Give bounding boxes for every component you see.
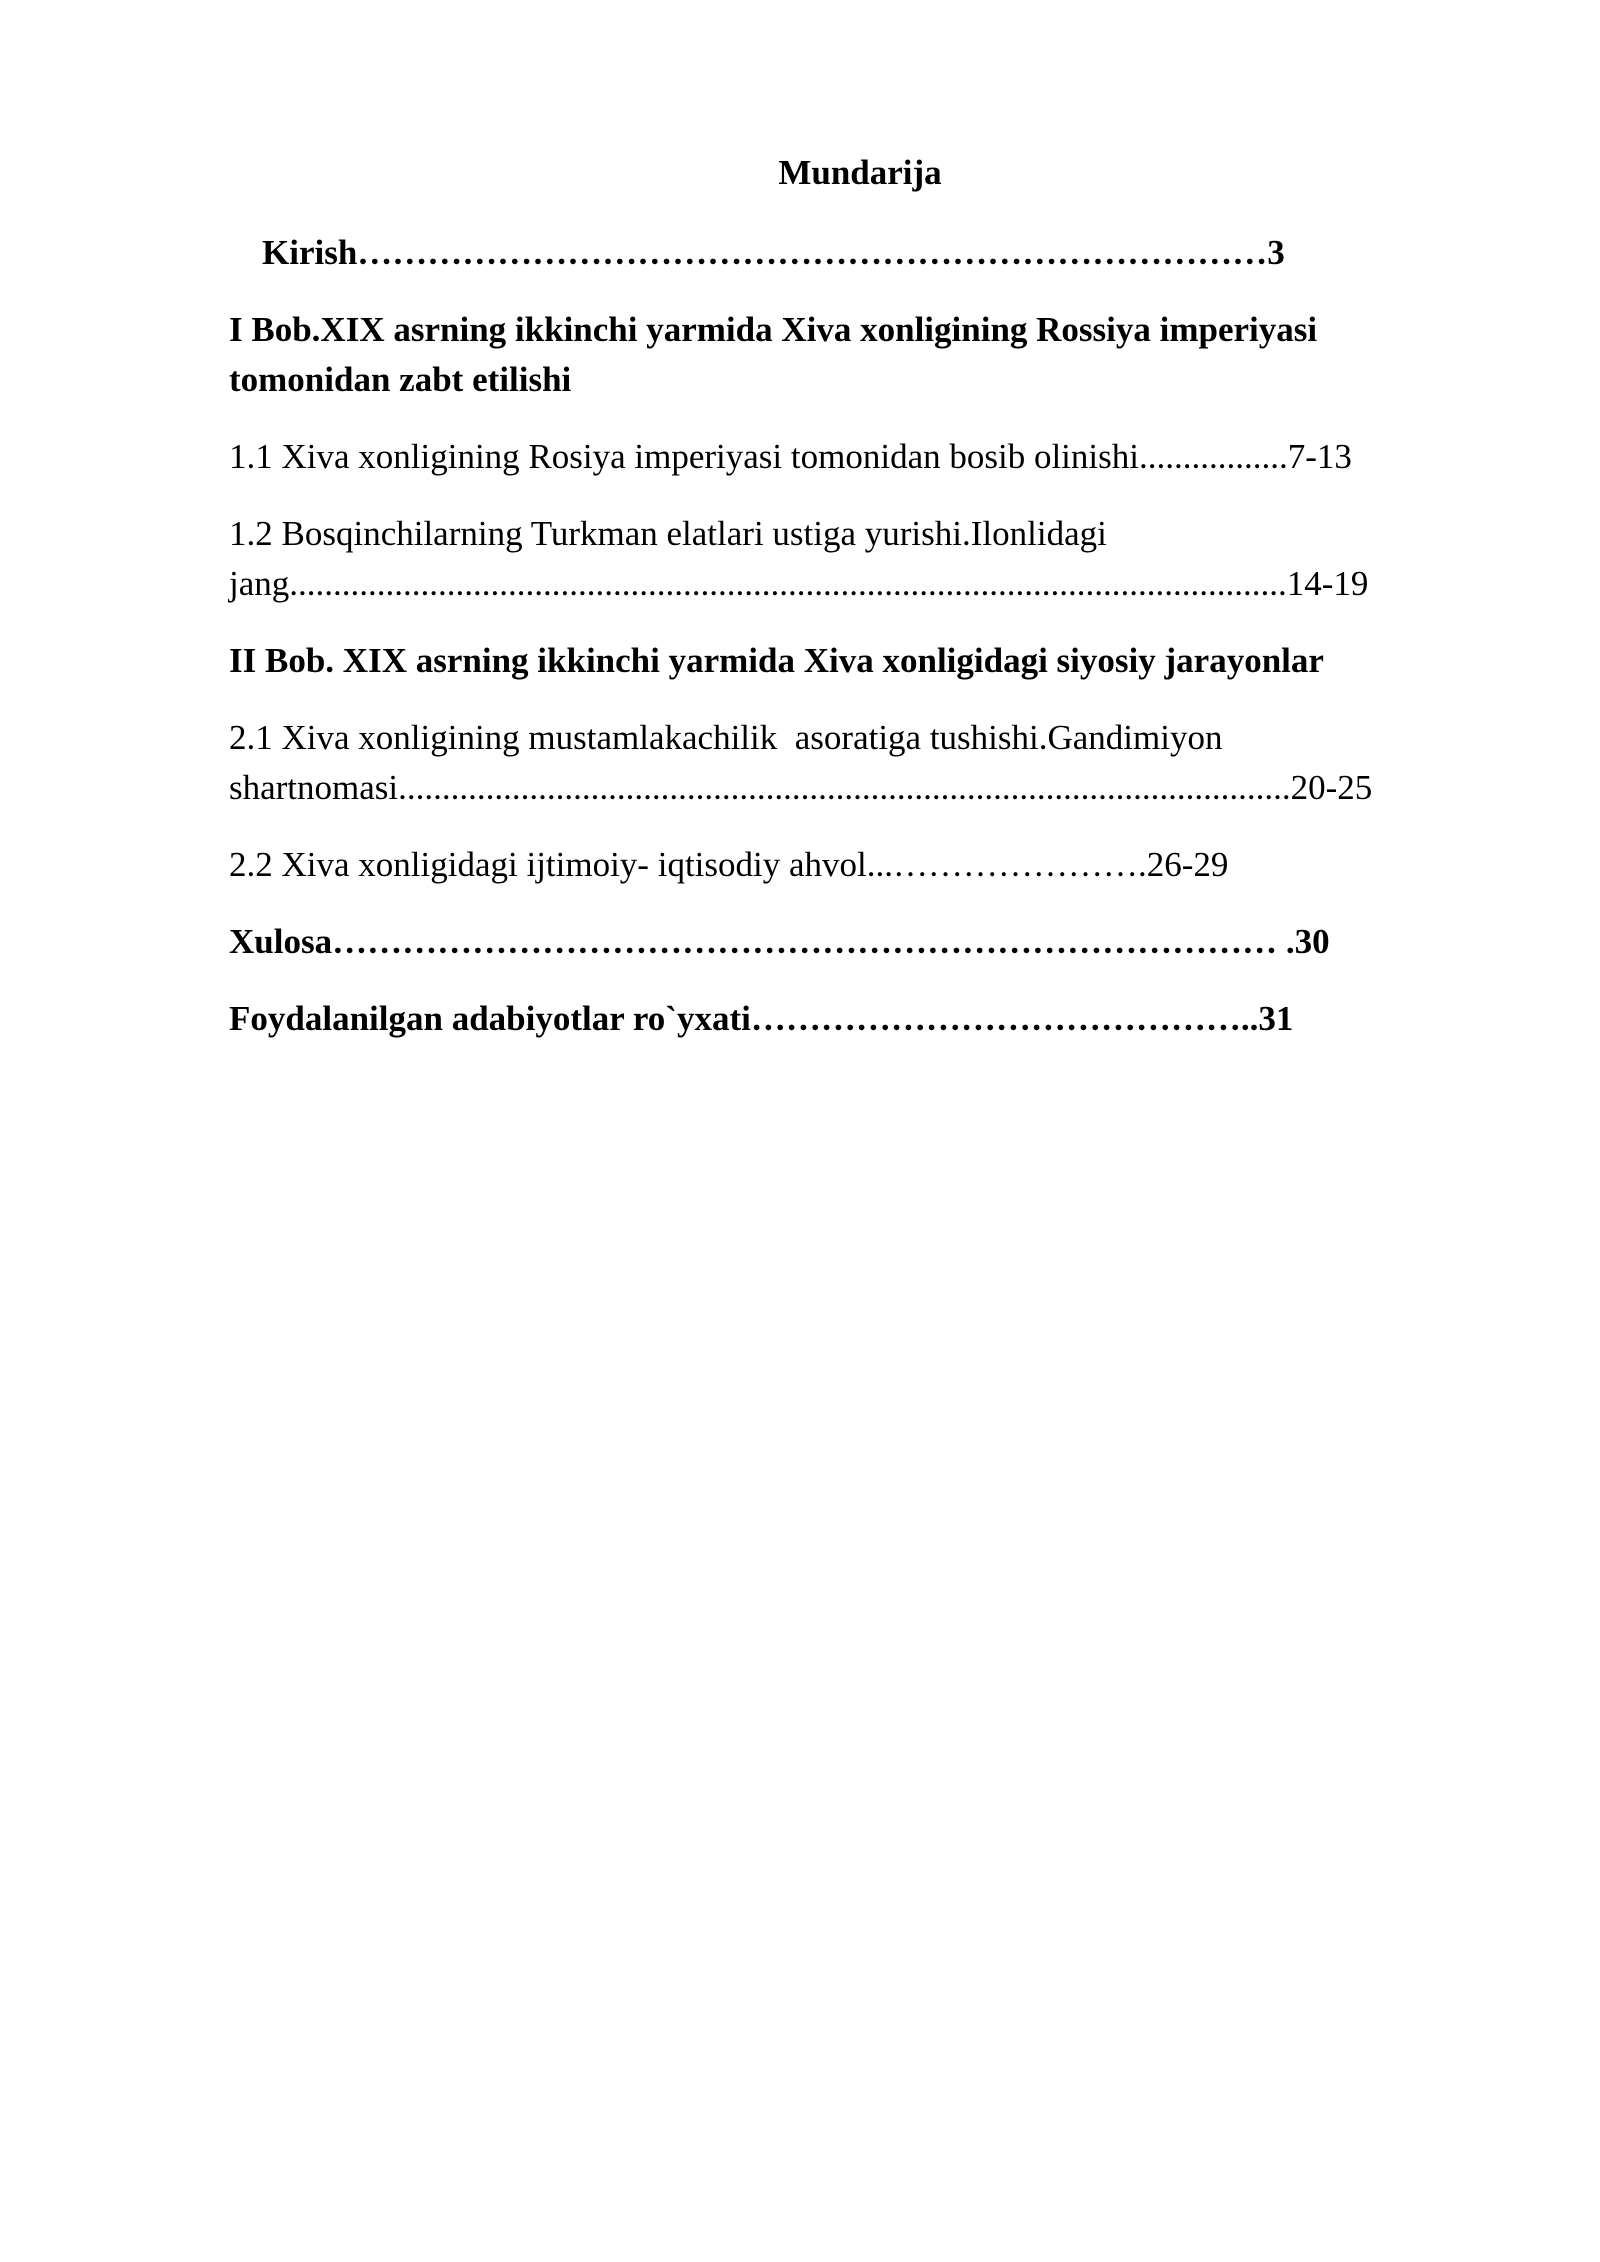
toc-chapter-1-line-1: I Bob.XIX asrning ikkinchi yarmida Xiva xonligining Rossiya imperiyasi (229, 310, 1318, 349)
toc-entry-xulosa: Xulosa……………………………………………………………………… .30 (229, 922, 1330, 961)
toc-entry-kirish: Kirish……………………………………………………………………3 (262, 233, 1285, 272)
toc-section-2-2: 2.2 Xiva xonligidagi ijtimoiy- iqtisodiy ahvol...………………….26-29 (229, 845, 1229, 884)
toc-section-1-1: 1.1 Xiva xonligining Rosiya imperiyasi tomonidan bosib olinishi.................7-13 (229, 437, 1352, 476)
page-title: Mundarija (778, 153, 942, 192)
toc-section-2-1-line-2: shartnomasi......................................................................................................20-25 (229, 768, 1373, 807)
toc-entry-adabiyotlar: Foydalanilgan adabiyotlar ro`yxati……………………………………..31 (229, 999, 1294, 1038)
toc-section-1-2-line-2: jang..................................................................................................................14-19 (229, 564, 1369, 603)
toc-chapter-1-line-2: tomonidan zabt etilishi (229, 360, 572, 399)
toc-section-2-1-line-1: 2.1 Xiva xonligining mustamlakachilik asoratiga tushishi.Gandimiyon (229, 718, 1223, 757)
toc-chapter-2: II Bob. XIX asrning ikkinchi yarmida Xiva xonligidagi siyosiy jarayonlar (229, 641, 1324, 680)
toc-section-1-2-line-1: 1.2 Bosqinchilarning Turkman elatlari ustiga yurishi.Ilonlidagi (229, 514, 1107, 553)
